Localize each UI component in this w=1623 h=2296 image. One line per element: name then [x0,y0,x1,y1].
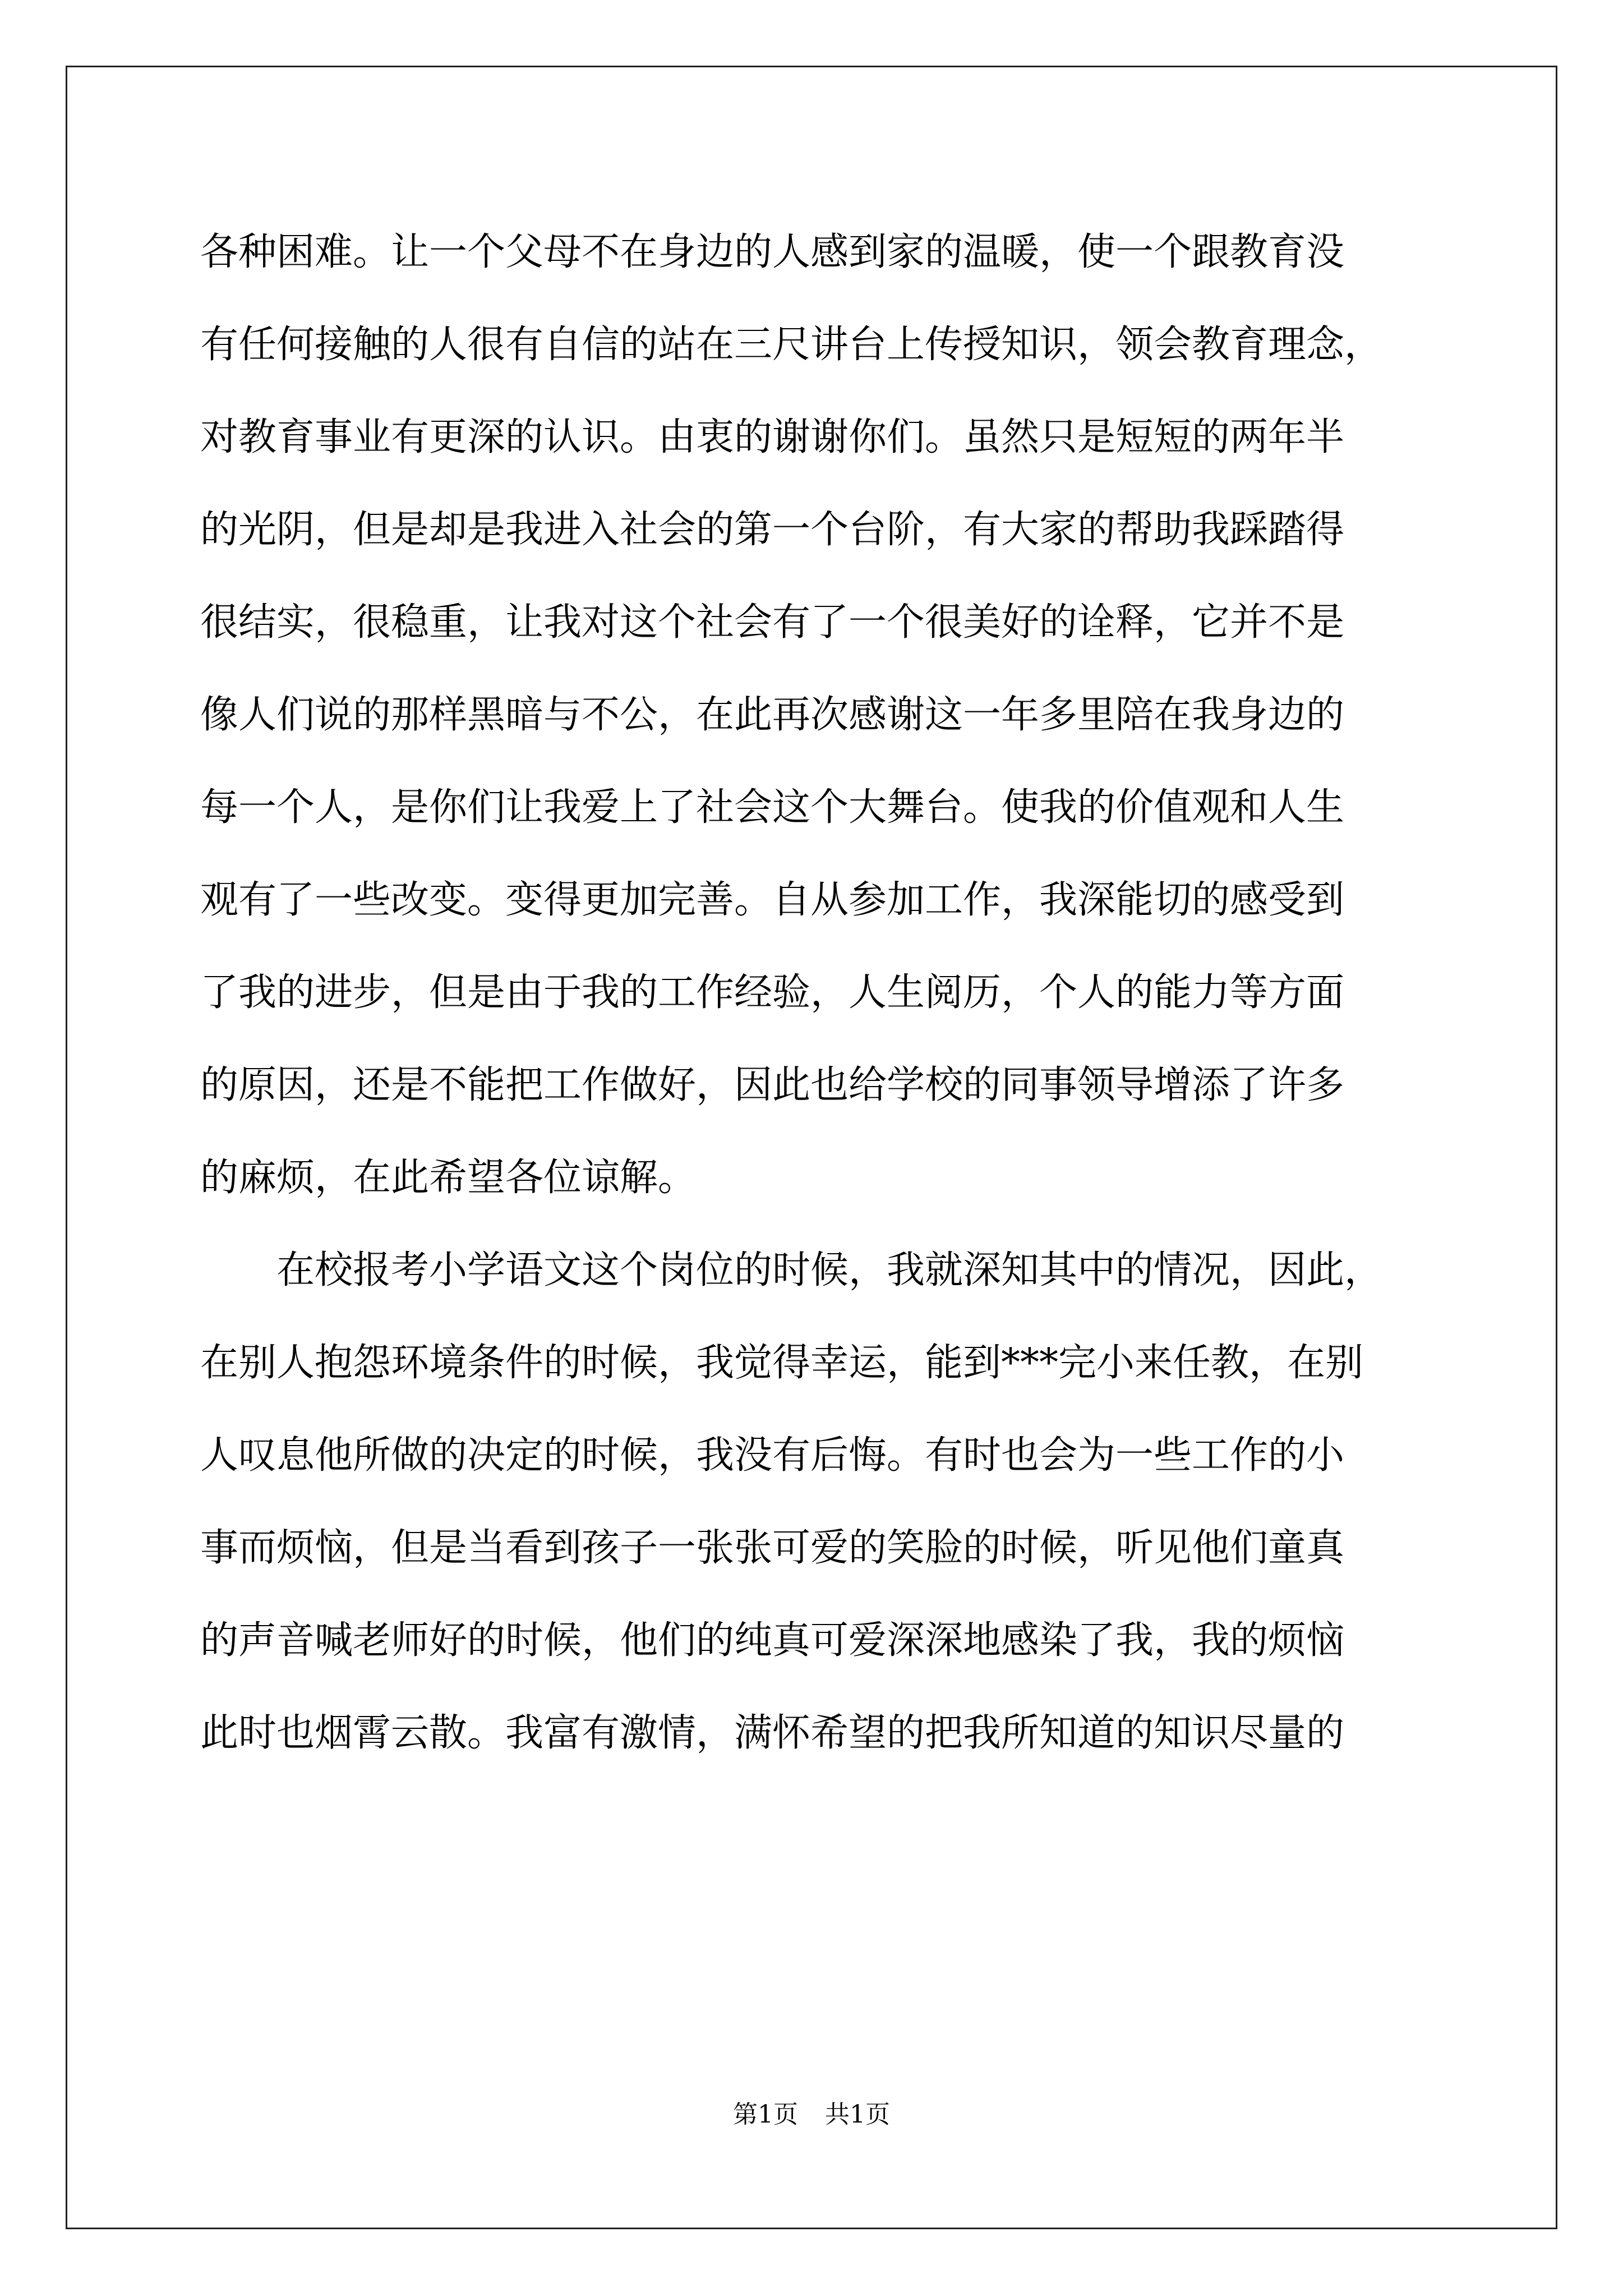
text-line: 有任何接触的人很有自信的站在三尺讲台上传授知识，领会教育理念， [200,323,1383,367]
text-line: 观有了一些改变。变得更加完善。自从参加工作，我深能切的感受到 [200,878,1345,922]
page-number: 第1页 [733,2100,798,2129]
document-body [200,219,1434,1792]
text-line: 的光阴，但是却是我进入社会的第一个台阶，有大家的帮助我踩踏得 [200,508,1345,552]
text-line: 事而烦恼，但是当看到孩子一张张可爱的笑脸的时候，听见他们童真 [200,1526,1345,1570]
text-line: 了我的进步，但是由于我的工作经验，人生阅历，个人的能力等方面 [200,970,1345,1015]
paragraph-start-line: 在校报考小学语文这个岗位的时候，我就深知其中的情况，因此， [200,1248,1383,1292]
page-footer [0,2098,1623,2132]
text-line: 人叹息他所做的决定的时候，我没有后悔。有时也会为一些工作的小 [200,1433,1345,1478]
page-total: 共1页 [825,2100,890,2129]
text-line: 的原因，还是不能把工作做好，因此也给学校的同事领导增添了许多 [200,1063,1345,1107]
text-line: 此时也烟霄云散。我富有激情，满怀希望的把我所知道的知识尽量的 [200,1711,1345,1755]
text-line: 的声音喊老师好的时候，他们的纯真可爱深深地感染了我，我的烦恼 [200,1618,1345,1663]
text-line: 每一个人，是你们让我爱上了社会这个大舞台。使我的价值观和人生 [200,785,1345,830]
text-line: 各种困难。让一个父母不在身边的人感到家的温暖，使一个跟教育没 [200,230,1345,274]
text-line: 像人们说的那样黑暗与不公，在此再次感谢这一年多里陪在我身边的 [200,693,1345,737]
text-line: 在别人抱怨环境条件的时候，我觉得幸运，能到***完小来任教，在别 [200,1341,1364,1385]
text-line: 很结实，很稳重，让我对这个社会有了一个很美好的诠释，它并不是 [200,600,1345,645]
text-line: 对教育事业有更深的认识。由衷的谢谢你们。虽然只是短短的两年半 [200,415,1345,459]
text-line: 的麻烦，在此希望各位谅解。 [200,1156,697,1200]
